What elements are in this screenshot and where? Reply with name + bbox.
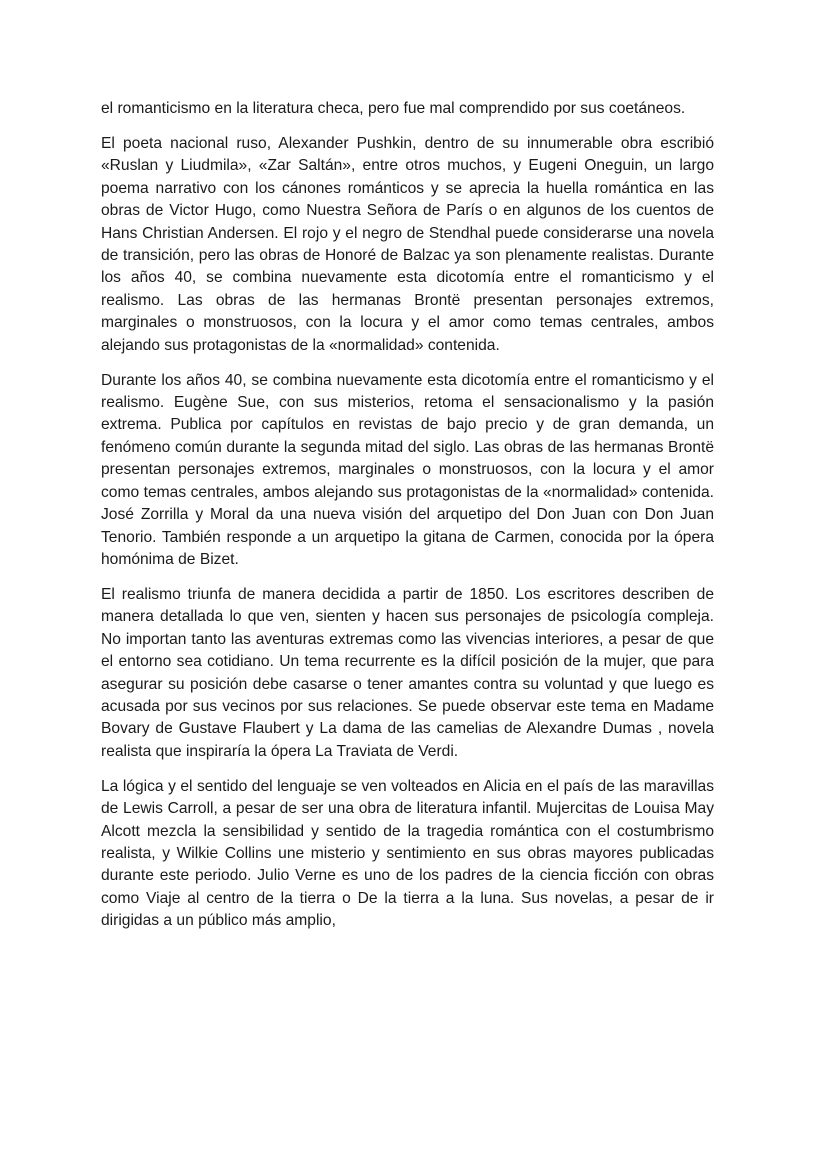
paragraph-5: La lógica y el sentido del lenguaje se ven volteados en Alicia en el país de las maravillas de Lewis Carroll, a pesar de ser una obra de literatura infantil. Mujercitas de Louisa May Alcott mezcla la sensibilidad y sentido de la tragedia romántica con el costumbrismo realista, y Wilkie Collins une misterio y sentimiento en sus obras mayores publicadas durante este periodo. Julio Verne es uno de los padres de la ciencia ficción con obras como Viaje al centro de la tierra o De la tierra a la luna. Sus novelas, a pesar de ir dirigidas a un público más amplio, [101, 777, 714, 930]
paragraph-2: El poeta nacional ruso, Alexander Pushkin, dentro de su innumerable obra escribió «Ruslan y Liudmila», «Zar Saltán», entre otros muchos, y Eugeni Oneguin, un largo poema narrativo con los cánones románticos y se aprecia la huella romántica en las obras de Victor Hugo, como Nuestra Señora de París o en algunos de los cuentos de Hans Christian Andersen. El rojo y el negro de Stendhal puede considerarse una novela de transición, pero las obras de Honoré de Balzac ya son plenamente realistas. Durante los años 40, se combina nuevamente esta dicotomía entre el romanticismo y el realismo. Las obras de las hermanas Brontë presentan personajes extremos, marginales o monstruosos, con la locura y el amor como temas centrales, ambos alejando sus protagonistas de la «normalidad» contenida. [101, 135, 714, 354]
paragraph-1: el romanticismo en la literatura checa, pero fue mal comprendido por sus coetáneos. [101, 100, 686, 117]
document-page [101, 98, 714, 933]
paragraph-4: El realismo triunfa de manera decidida a partir de 1850. Los escritores describen de manera detallada lo que ven, sienten y hacen sus personajes de psicología compleja. No importan tanto las aventuras extremas como las vivencias interiores, a pesar de que el entorno sea cotidiano. Un tema recurrente es la difícil posición de la mujer, que para asegurar su posición debe casarse o tener amantes contra su voluntad y que luego es acusada por sus vecinos por sus relaciones. Se puede observar este tema en Madame Bovary de Gustave Flaubert y La dama de las camelias de Alexandre Dumas , novela realista que inspiraría la ópera La Traviata de Verdi. [101, 585, 714, 760]
paragraph-3: Durante los años 40, se combina nuevamente esta dicotomía entre el romanticismo y el realismo. Eugène Sue, con sus misterios, retoma el sensacionalismo y la pasión extrema. Publica por capítulos en revistas de bajo precio y de gran demanda, un fenómeno común durante la segunda mitad del siglo. Las obras de las hermanas Brontë presentan personajes extremos, marginales o monstruosos, con la locura y el amor como temas centrales, ambos alejando sus protagonistas de la «normalidad» contenida. José Zorrilla y Moral da una nueva visión del arquetipo del Don Juan con Don Juan Tenorio. También responde a un arquetipo la gitana de Carmen, conocida por la ópera homónima de Bizet. [101, 371, 714, 568]
